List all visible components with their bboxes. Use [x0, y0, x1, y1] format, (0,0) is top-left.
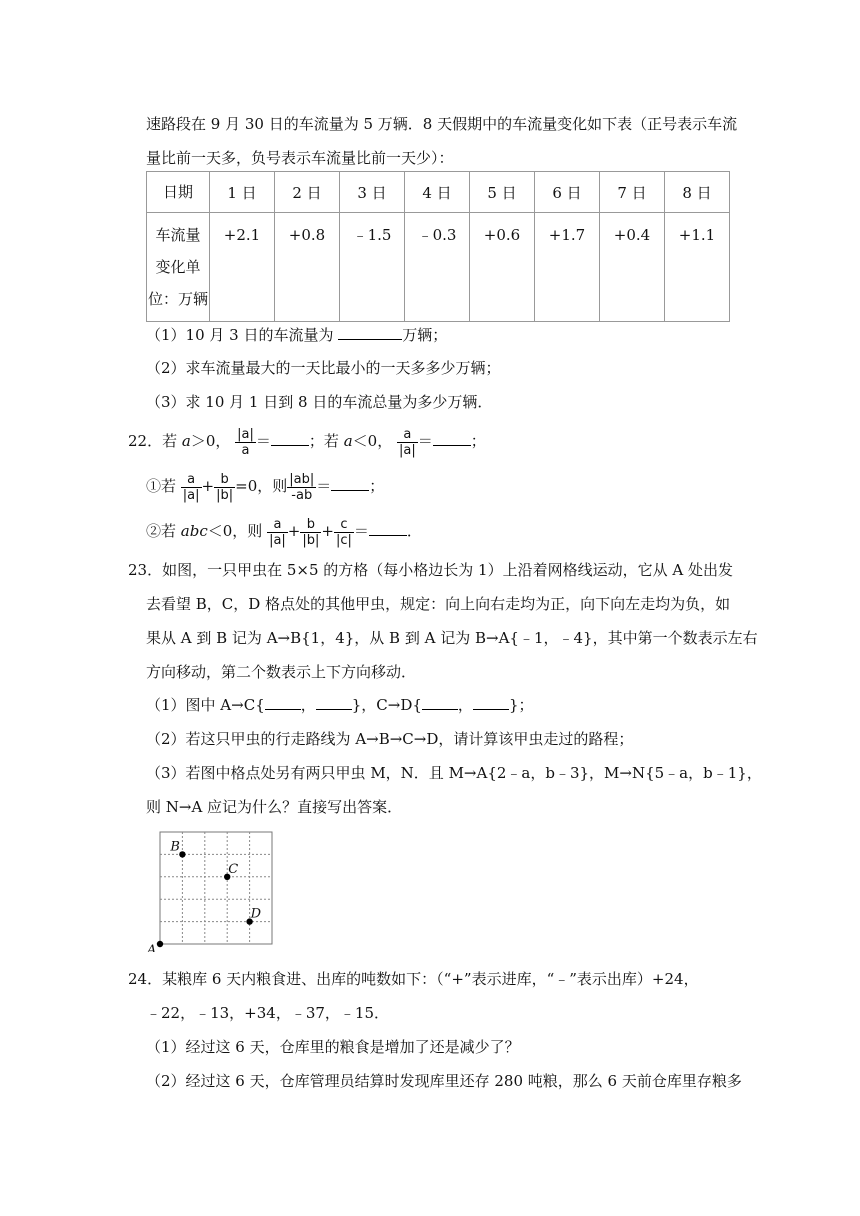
- grid-point-label: D: [250, 906, 262, 922]
- text: ；: [470, 432, 486, 450]
- grid-point-b: [179, 851, 185, 857]
- fraction: [181, 472, 202, 503]
- fraction: [300, 517, 321, 548]
- grid-point-label: C: [228, 861, 239, 877]
- frac-den: |b|: [216, 487, 234, 503]
- q24-part2: （2）经过这 6 天，仓库管理员结算时发现库里还存 280 吨粮，那么 6 天前仓库里存粮多: [146, 1072, 742, 1090]
- q21-part3: （3）求 10 月 1 日到 8 日的车流总量为多少万辆．: [146, 393, 493, 411]
- q23-part3: （3）若图中格点处另有两只甲虫 M，N．且 M→A{2﹣a，b﹣3}，M→N{5﹣a，b﹣1}，: [146, 764, 762, 782]
- q23-part3-b: 则 N→A 应记为什么？直接写出答案．: [146, 798, 403, 816]
- frac-den: |b|: [302, 532, 320, 548]
- q22-line1: [128, 424, 486, 458]
- frac-den: |a|: [182, 487, 200, 503]
- text: 若: [162, 432, 182, 450]
- answer-blank[interactable]: [433, 431, 471, 446]
- table-cell-day: 3 日: [340, 172, 405, 213]
- q23-part2: （2）若这只甲虫的行走路线为 A→B→C→D，请计算该甲虫走过的路程；: [146, 730, 634, 748]
- q23-part1: [146, 695, 533, 715]
- text: ②若: [146, 522, 181, 540]
- table-cell-day: 8 日: [665, 172, 730, 213]
- table-cell-day: 7 日: [600, 172, 665, 213]
- q23-line1: 23．如图，一只甲虫在 5×5 的方格（每小格边长为 1）上沿着网格线运动，它从 A 处出发: [128, 561, 733, 579]
- table-header-change: [147, 213, 210, 322]
- text: ＝: [417, 432, 433, 450]
- text: ＝: [316, 477, 332, 495]
- fraction: [267, 517, 288, 548]
- table-row: [147, 213, 730, 322]
- q21-part1: [146, 325, 447, 345]
- frac-num: a: [397, 427, 418, 443]
- row-label-line: 位：万辆: [147, 290, 208, 308]
- q24-line1: 24．某粮库 6 天内粮食进、出库的吨数如下：（“+”表示进库，“﹣”表示出库）+24，: [128, 970, 699, 988]
- text: }，C→D{: [351, 696, 422, 714]
- q21-part1-unit: 万辆；: [402, 326, 448, 344]
- var-abc: abc: [180, 522, 208, 540]
- var-a: a: [181, 432, 191, 450]
- frac-num: b: [214, 472, 235, 488]
- q24-part1: （1）经过这 6 天，仓库里的粮食是增加了还是减少了？: [146, 1038, 520, 1056]
- frac-num: |ab|: [289, 471, 315, 487]
- answer-blank[interactable]: [265, 695, 301, 710]
- table-row: [147, 172, 730, 213]
- grid-point-label: B: [170, 839, 180, 855]
- frac-num: a: [181, 472, 202, 488]
- text: ．: [406, 522, 422, 540]
- text: +: [287, 522, 301, 540]
- q22-sub2: [146, 514, 422, 548]
- table-cell-day: 4 日: [405, 172, 470, 213]
- table-cell-day: 5 日: [470, 172, 535, 213]
- text: +: [201, 477, 215, 495]
- text: ＜0，: [352, 432, 393, 450]
- text: ＜0，则: [207, 522, 263, 540]
- q21-intro-line2: 量比前一天多，负号表示车流量比前一天少）：: [146, 149, 454, 167]
- q24-line2: ﹣22，﹣13，+34，﹣37，﹣15．: [146, 1004, 390, 1022]
- frac-num: |a|: [237, 426, 254, 442]
- text: =0，: [235, 477, 273, 495]
- q21-part1-text: （1）10 月 3 日的车流量为: [146, 326, 339, 344]
- fraction: [214, 472, 235, 503]
- table-cell-change: +0.6: [470, 213, 535, 322]
- text: ＝: [255, 432, 271, 450]
- row-label-line: 车流量: [155, 226, 201, 244]
- frac-num: c: [334, 517, 354, 533]
- traffic-change-table: [146, 171, 730, 322]
- q21-intro-line1: 速路段在 9 月 30 日的车流量为 5 万辆．8 天假期中的车流量变化如下表（正号表示车流: [146, 115, 738, 133]
- text: ＞0，: [190, 432, 231, 450]
- beetle-grid-figure: [146, 828, 276, 952]
- answer-blank[interactable]: [271, 431, 309, 446]
- q22-number: 22．: [128, 432, 163, 450]
- answer-blank[interactable]: [473, 695, 509, 710]
- text: ＝: [353, 522, 369, 540]
- text: 则: [272, 477, 288, 495]
- var-a: a: [343, 432, 353, 450]
- q23-line4: 方向移动，第二个数表示上下方向移动．: [146, 663, 417, 681]
- row-label-line: 变化单: [155, 258, 201, 276]
- grid-svg: [146, 828, 276, 952]
- frac-den: |c|: [335, 532, 352, 548]
- q22-sub1: [146, 469, 384, 503]
- answer-blank[interactable]: [331, 476, 369, 491]
- table-cell-change: +0.8: [275, 213, 340, 322]
- q23-line2: 去看望 B，C，D 格点处的其他甲虫，规定：向上向右走均为正，向下向左走均为负，如: [146, 595, 731, 613]
- grid-point-a: [157, 941, 163, 947]
- table-cell-change: ﹣0.3: [405, 213, 470, 322]
- fraction: [287, 472, 316, 503]
- text: }；: [508, 696, 534, 714]
- frac-den: |a|: [269, 532, 286, 548]
- table-cell-change: +1.7: [535, 213, 600, 322]
- table-cell-change: +1.1: [665, 213, 730, 322]
- table-cell-day: 6 日: [535, 172, 600, 213]
- table-header-date: 日期: [147, 172, 210, 213]
- frac-den: -ab: [291, 487, 313, 503]
- text: ，: [300, 696, 316, 714]
- text: （1）图中 A→C{: [146, 696, 265, 714]
- table-cell-change: ﹣1.5: [340, 213, 405, 322]
- answer-blank[interactable]: [422, 695, 458, 710]
- answer-blank[interactable]: [369, 521, 407, 536]
- answer-blank[interactable]: [316, 695, 352, 710]
- table-cell-day: 1 日: [210, 172, 275, 213]
- grid-point-label: A: [147, 943, 157, 952]
- text: ，: [457, 696, 473, 714]
- fraction: [235, 427, 256, 458]
- frac-den: a: [241, 442, 250, 458]
- frac-num: b: [300, 517, 321, 533]
- q21-part2: （2）求车流量最大的一天比最小的一天多多少万辆；: [146, 359, 501, 377]
- q23-line3: 果从 A 到 B 记为 A→B{1，4}，从 B 到 A 记为 B→A{﹣1，﹣4}，其中第一个数表示左右: [146, 629, 758, 647]
- text: ；: [369, 477, 385, 495]
- frac-num: a: [267, 517, 288, 533]
- fraction: [334, 517, 354, 548]
- table-cell-change: +2.1: [210, 213, 275, 322]
- fraction: [397, 427, 418, 458]
- text: +: [321, 522, 334, 540]
- text: ；: [308, 432, 324, 450]
- text: ①若: [146, 477, 177, 495]
- table-cell-change: +0.4: [600, 213, 665, 322]
- answer-blank[interactable]: [338, 325, 402, 340]
- text: 若: [323, 432, 344, 450]
- frac-den: |a|: [398, 442, 416, 458]
- table-cell-day: 2 日: [275, 172, 340, 213]
